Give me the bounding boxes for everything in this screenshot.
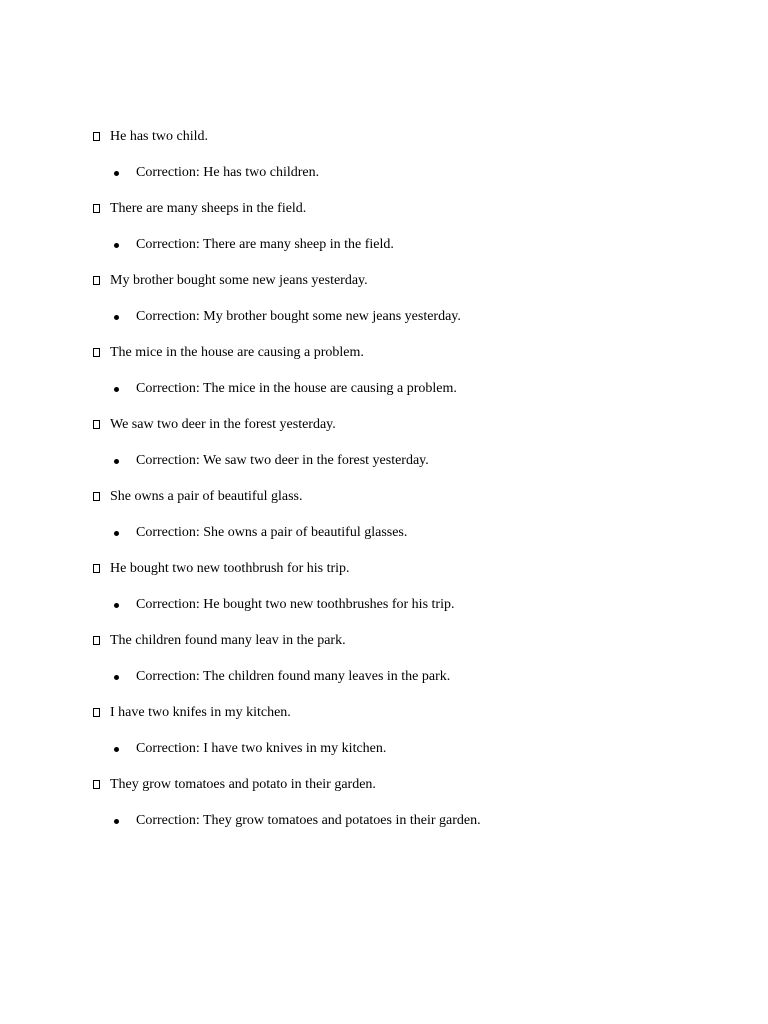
sentence-line (93, 199, 733, 219)
sentence-line (93, 559, 733, 579)
box-bullet-icon (93, 564, 100, 573)
sentence-line (93, 631, 733, 651)
correction-line (93, 595, 733, 615)
correction-text: Correction: My brother bought some new jeans yesterday. (136, 309, 461, 324)
box-bullet-icon (93, 348, 100, 357)
sentence-text: There are many sheeps in the field. (110, 201, 307, 216)
correction-text: Correction: The children found many leaves in the park. (136, 669, 451, 684)
box-bullet-icon (93, 780, 100, 789)
box-bullet-icon (93, 132, 100, 141)
exercise-list (93, 127, 733, 847)
correction-line (93, 451, 733, 471)
sentence-text: We saw two deer in the forest yesterday. (110, 417, 336, 432)
list-item (93, 343, 733, 399)
list-item (93, 199, 733, 255)
sentence-text: The children found many leav in the park. (110, 633, 346, 648)
dot-bullet-icon (114, 675, 119, 680)
sentence-line (93, 271, 733, 291)
box-bullet-icon (93, 708, 100, 717)
sentence-line (93, 487, 733, 507)
dot-bullet-icon (114, 387, 119, 392)
list-item (93, 415, 733, 471)
correction-text: Correction: He has two children. (136, 165, 320, 180)
list-item (93, 703, 733, 759)
dot-bullet-icon (114, 171, 119, 176)
dot-bullet-icon (114, 819, 119, 824)
sentence-text: The mice in the house are causing a problem. (110, 345, 364, 360)
sentence-text: She owns a pair of beautiful glass. (110, 489, 303, 504)
box-bullet-icon (93, 492, 100, 501)
list-item (93, 271, 733, 327)
correction-line (93, 667, 733, 687)
list-item (93, 559, 733, 615)
list-item (93, 487, 733, 543)
correction-text: Correction: She owns a pair of beautiful glasses. (136, 525, 408, 540)
sentence-line (93, 343, 733, 363)
dot-bullet-icon (114, 603, 119, 608)
correction-text: Correction: They grow tomatoes and potatoes in their garden. (136, 813, 481, 828)
correction-line (93, 307, 733, 327)
box-bullet-icon (93, 204, 100, 213)
correction-text: Correction: I have two knives in my kitchen. (136, 741, 387, 756)
dot-bullet-icon (114, 315, 119, 320)
box-bullet-icon (93, 276, 100, 285)
sentence-line (93, 703, 733, 723)
dot-bullet-icon (114, 531, 119, 536)
dot-bullet-icon (114, 459, 119, 464)
correction-line (93, 163, 733, 183)
list-item (93, 775, 733, 831)
correction-text: Correction: We saw two deer in the forest yesterday. (136, 453, 429, 468)
correction-line (93, 235, 733, 255)
correction-line (93, 739, 733, 759)
list-item (93, 127, 733, 183)
box-bullet-icon (93, 636, 100, 645)
sentence-text: They grow tomatoes and potato in their garden. (110, 777, 376, 792)
sentence-line (93, 775, 733, 795)
correction-text: Correction: He bought two new toothbrushes for his trip. (136, 597, 455, 612)
sentence-text: He has two child. (110, 129, 208, 144)
sentence-text: He bought two new toothbrush for his trip. (110, 561, 350, 576)
dot-bullet-icon (114, 243, 119, 248)
sentence-line (93, 415, 733, 435)
correction-text: Correction: The mice in the house are causing a problem. (136, 381, 457, 396)
box-bullet-icon (93, 420, 100, 429)
correction-line (93, 379, 733, 399)
correction-line (93, 811, 733, 831)
dot-bullet-icon (114, 747, 119, 752)
sentence-line (93, 127, 733, 147)
correction-text: Correction: There are many sheep in the field. (136, 237, 394, 252)
list-item (93, 631, 733, 687)
sentence-text: I have two knifes in my kitchen. (110, 705, 291, 720)
correction-line (93, 523, 733, 543)
sentence-text: My brother bought some new jeans yesterday. (110, 273, 368, 288)
